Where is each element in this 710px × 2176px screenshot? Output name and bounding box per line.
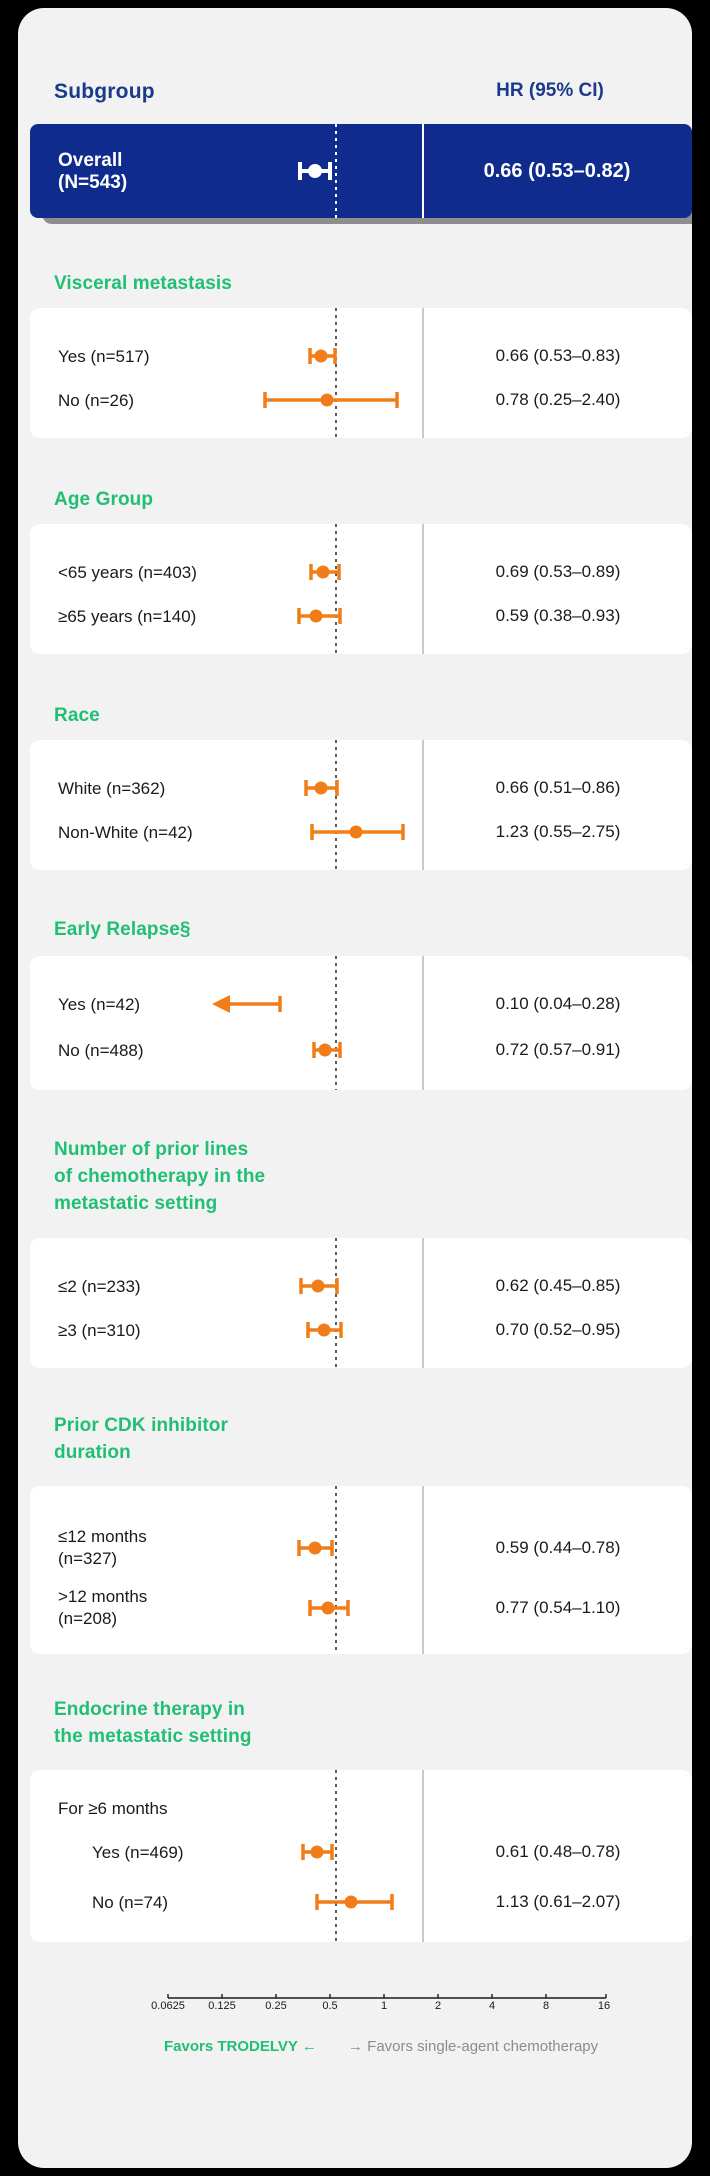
card-divider <box>422 740 424 870</box>
column-header-subgroup: Subgroup <box>54 80 155 103</box>
row-label-line2: (n=327) <box>58 1549 118 1568</box>
section-title-endocrine-therapy <box>54 1696 344 1750</box>
overall-forest-marker <box>30 124 422 218</box>
row-label-group-header: For ≥6 months <box>58 1799 168 1818</box>
axis-tick: 0.0625 <box>151 2000 185 2012</box>
row-label: ≥65 years (n=140) <box>58 607 197 626</box>
card-early-relapse <box>30 956 692 1090</box>
favors-trodelvy-label: Favors TRODELVY ← <box>164 2038 317 2055</box>
row-label: <65 years (n=403) <box>58 563 197 582</box>
card-visceral-metastasis <box>30 308 692 438</box>
favors-chemotherapy-label: → Favors single-agent chemotherapy <box>348 2038 599 2055</box>
row-value: 0.59 (0.44–0.78) <box>495 1538 621 1557</box>
row-label: Non-White (n=42) <box>58 823 193 842</box>
section-title-line1: Prior CDK inhibitor <box>54 1415 228 1436</box>
row-label: Yes (n=517) <box>58 347 150 366</box>
row-value: 0.69 (0.53–0.89) <box>495 562 621 581</box>
row-value: 0.59 (0.38–0.93) <box>495 606 621 625</box>
card-divider <box>422 956 424 1090</box>
section-title-line2: of chemotherapy in the <box>54 1166 266 1187</box>
card-endocrine-therapy <box>30 1770 692 1942</box>
forest-plot-visceral-metastasis <box>30 308 422 438</box>
card-prior-lines <box>30 1238 692 1368</box>
section-title-line2: duration <box>54 1442 131 1463</box>
row-label <box>58 1526 147 1570</box>
row-value: 0.70 (0.52–0.95) <box>495 1320 621 1339</box>
row-label-line1: >12 months <box>58 1587 148 1606</box>
axis-tick: 16 <box>597 2000 611 2012</box>
row-value: 0.61 (0.48–0.78) <box>495 1842 621 1861</box>
section-title-line1: Number of prior lines <box>54 1139 249 1160</box>
axis-line <box>18 1994 692 2018</box>
overall-label-line2: (N=543) <box>58 172 128 193</box>
row-value: 0.66 (0.51–0.86) <box>495 778 621 797</box>
row-label: White (n=362) <box>58 779 166 798</box>
section-title-prior-lines <box>54 1136 324 1217</box>
axis-tick: 0.5 <box>322 2000 338 2012</box>
row-value: 0.62 (0.45–0.85) <box>495 1276 621 1295</box>
overall-label-line1: Overall <box>58 150 123 171</box>
axis-footer <box>18 1994 692 2104</box>
forest-plot-early-relapse <box>30 956 422 1090</box>
row-label: No (n=488) <box>58 1041 144 1060</box>
axis-tick: 0.25 <box>265 2000 287 2012</box>
row-label <box>58 1586 147 1630</box>
row-label: ≥3 (n=310) <box>58 1321 141 1340</box>
card-divider <box>422 1486 424 1654</box>
row-label: Yes (n=42) <box>58 995 141 1014</box>
overall-band <box>30 124 692 218</box>
section-title-cdk-duration <box>54 1412 324 1466</box>
axis-tick: 4 <box>488 2000 496 2012</box>
forest-plot-page <box>18 8 692 2168</box>
axis-tick: 8 <box>542 2000 550 2012</box>
row-value: 0.66 (0.53–0.83) <box>495 346 621 365</box>
card-divider <box>422 308 424 438</box>
section-title-line1: Endocrine therapy in <box>54 1699 245 1720</box>
row-label: ≤2 (n=233) <box>58 1277 141 1296</box>
forest-plot-age-group <box>30 524 422 654</box>
row-value: 0.72 (0.57–0.91) <box>495 1040 621 1059</box>
row-value: 0.10 (0.04–0.28) <box>495 994 621 1013</box>
card-divider <box>422 1238 424 1368</box>
card-race <box>30 740 692 870</box>
row-value: 0.78 (0.25–2.40) <box>495 390 621 409</box>
card-age-group <box>30 524 692 654</box>
card-cdk-duration <box>30 1486 692 1654</box>
table-header <box>18 8 692 126</box>
forest-plot-race <box>30 740 422 870</box>
row-label: No (n=26) <box>58 391 135 410</box>
row-label-line2: (n=208) <box>58 1609 118 1628</box>
section-title-line3: metastatic setting <box>54 1193 218 1214</box>
axis-tick: 1 <box>380 2000 388 2012</box>
column-header-hr: HR (95% CI) <box>496 80 604 101</box>
overall-hr-value: 0.66 (0.53–0.82) <box>483 160 631 182</box>
forest-plot-endocrine-therapy <box>30 1770 422 1942</box>
section-title-age-group: Age Group <box>54 489 154 510</box>
row-label: No (n=74) <box>92 1893 169 1912</box>
section-title-early-relapse: Early Relapse§ <box>54 919 191 940</box>
row-value: 1.13 (0.61–2.07) <box>495 1892 621 1911</box>
section-title-visceral-metastasis: Visceral metastasis <box>54 273 232 294</box>
forest-plot-prior-lines <box>30 1238 422 1368</box>
section-title-line2: the metastatic setting <box>54 1726 252 1747</box>
axis-tick: 0.125 <box>208 2000 236 2012</box>
row-label-line1: ≤12 months <box>58 1527 147 1546</box>
axis-tick: 2 <box>434 2000 442 2012</box>
row-value: 1.23 (0.55–2.75) <box>495 822 621 841</box>
card-divider <box>422 524 424 654</box>
row-label: Yes (n=469) <box>92 1843 184 1862</box>
section-title-race: Race <box>54 705 100 726</box>
row-value: 0.77 (0.54–1.10) <box>495 1598 621 1617</box>
